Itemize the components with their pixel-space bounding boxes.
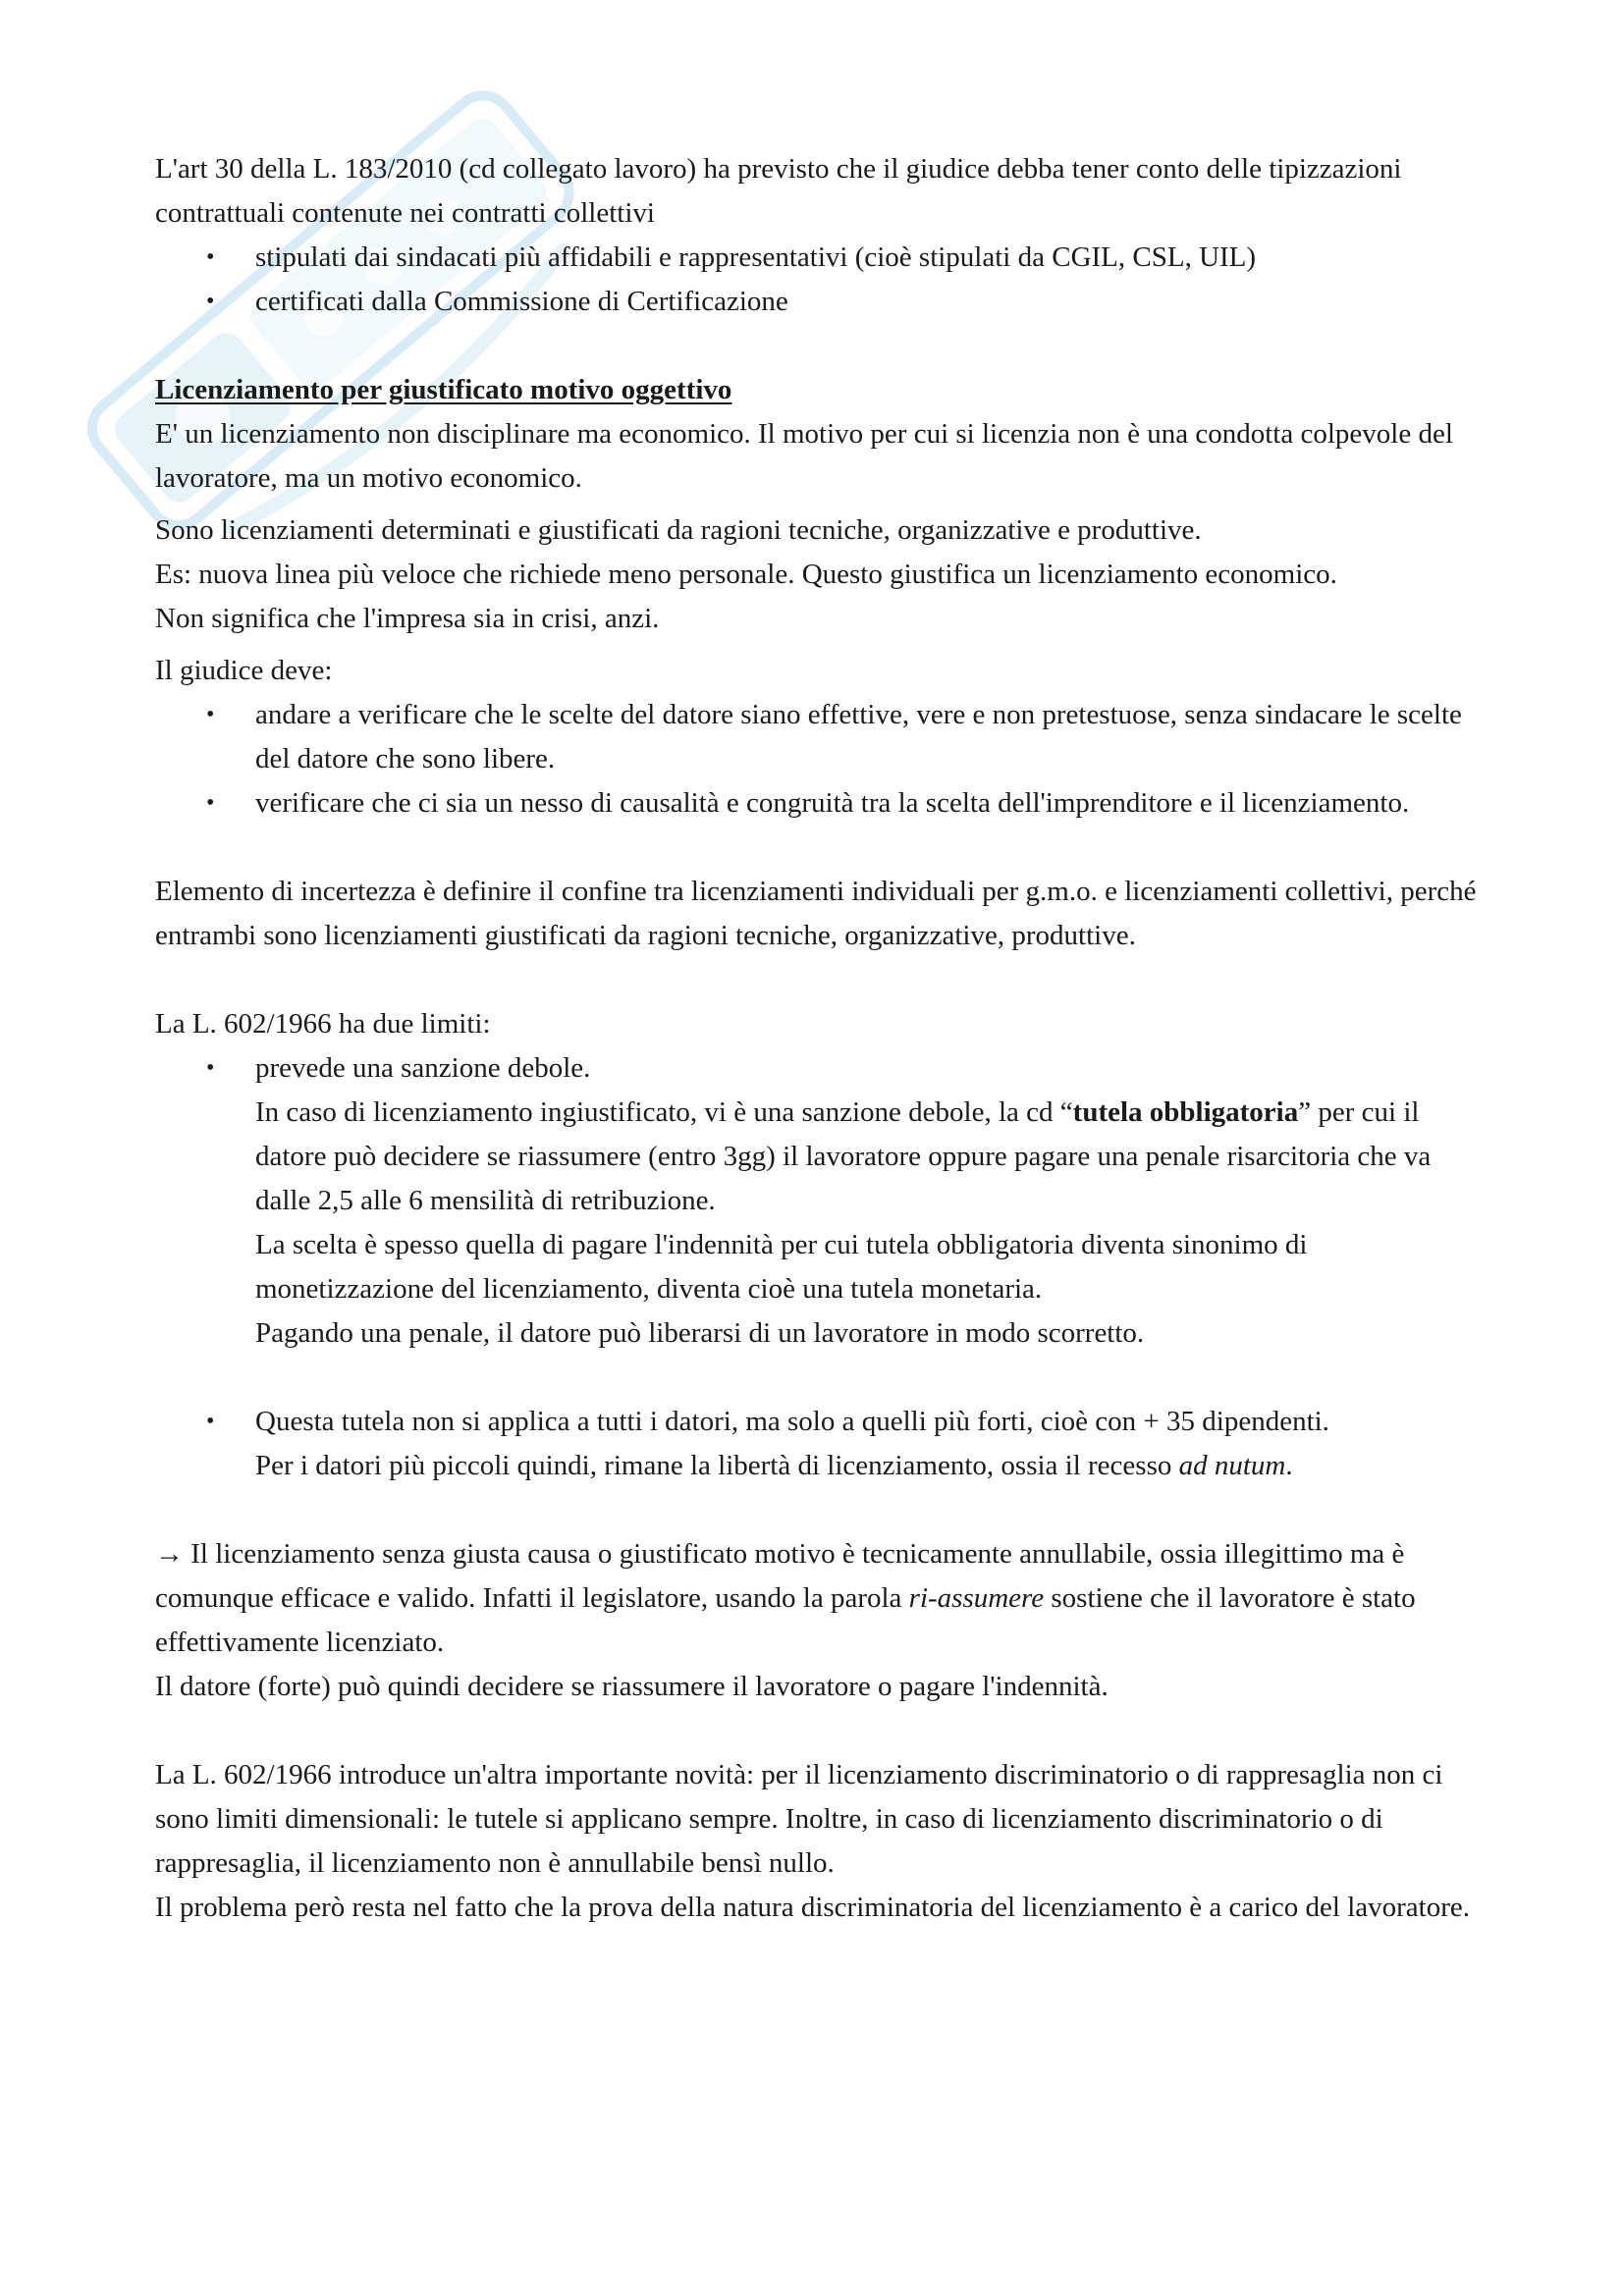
bullet-icon: • [206,244,215,270]
paragraph-datore-forte: Il datore (forte) può quindi decidere se riassumere il lavoratore o pagare l'indennità. [155,1671,1109,1702]
paragraph-ragioni: Sono licenziamenti determinati e giustificati da ragioni tecniche, organizzative e produttive. [155,514,1202,546]
paragraph-limiti: La L. 602/1966 ha due limiti: [155,1008,491,1040]
bullet-icon: • [206,702,215,727]
document-page [155,147,1490,1930]
list-item: • prevede una sanzione debole. In caso di licenziamento ingiustificato, vi è una sanzione debole, la cd “tutela obbligatoria” per cui il datore può decidere se riassumere (entro 3gg) il lavoratore oppure pagare una penale risarcitoria che va dalle 2,5 alle 6 mensilità di retribuzione. La scelta è spesso quella di pagare l'indennità per cui tutela obbligatoria diventa sinonimo di monetizzazione del licenziamento, diventa cioè una tutela monetaria. Pagando una penale, il datore può liberarsi di un lavoratore in modo scorretto. [155,1046,1490,1356]
paragraph-novita: La L. 602/1966 introduce un'altra importante novità: per il licenziamento discriminatorio o di rappresaglia non ci sono limiti dimensionali: le tutele si applicano sempre. Inoltre, in caso di licenziamento discriminatorio o di rappresaglia, il licenziamento non è annullabile bensì nullo. [155,1759,1443,1879]
paragraph-giudice: Il giudice deve: [155,655,333,686]
list-item: • stipulati dai sindacati più affidabili e rappresentativi (cioè stipulati da CGIL, CSL, UIL) [155,236,1490,280]
bullet-icon: • [206,1055,215,1081]
list-giudice [155,693,1490,826]
paragraph-crisi: Non significa che l'impresa sia in crisi, anzi. [155,603,660,634]
paragraph-intro: L'art 30 della L. 183/2010 (cd collegato lavoro) ha previsto che il giudice debba tener conto delle tipizzazioni contrattuali contenute nei contratti collettivi [155,153,1402,229]
list-item: • andare a verificare che le scelte del datore siano effettive, vere e non pretestuose, senza sindacare le scelte del datore che sono libere. [155,693,1490,781]
paragraph-prova: Il problema però resta nel fatto che la prova della natura discriminatoria del licenziamento è a carico del lavoratore. [155,1892,1471,1923]
tutela-obbligatoria-text: In caso di licenziamento ingiustificato, vi è una sanzione debole, la cd “tutela obbligatoria” per cui il datore può decidere se riassumere (entro 3gg) il lavoratore oppure pagare una penale risarcitoria che va dalle 2,5 alle 6 mensilità di retribuzione. [255,1096,1432,1216]
bullet-icon: • [206,790,215,816]
list-item: • Questa tutela non si applica a tutti i datori, ma solo a quelli più forti, cioè con + 35 dipendenti. Per i datori più piccoli quindi, rimane la libertà di licenziamento, ossia il recesso ad nutum. [155,1400,1490,1488]
paragraph-annullabile: → Il licenziamento senza giusta causa o giustificato motivo è tecnicamente annullabile, ossia illegittimo ma è comunque efficace e valido. Infatti il legislatore, usando la parola ri-assumere sostiene che il lavoratore è stato effettivamente licenziato. [155,1538,1416,1658]
list-limiti [155,1046,1490,1488]
section-heading-gmo: Licenziamento per giustificato motivo oggettivo [155,374,732,405]
paragraph-incertezza: Elemento di incertezza è definire il confine tra licenziamenti individuali per g.m.o. e licenziamenti collettivi, perché entrambi sono licenziamenti giustificati da ragioni tecniche, organizzative, produttive. [155,876,1477,951]
list-contratti [155,236,1490,324]
bullet-icon: • [206,289,215,314]
list-item: • verificare che ci sia un nesso di causalità e congruità tra la scelta dell'imprenditore e il licenziamento. [155,781,1490,826]
ad-nutum-text: Per i datori più piccoli quindi, rimane la libertà di licenziamento, ossia il recesso ad nutum. [255,1450,1293,1481]
list-item: • certificati dalla Commissione di Certificazione [155,280,1490,324]
paragraph-definition: E' un licenziamento non disciplinare ma economico. Il motivo per cui si licenzia non è una condotta colpevole del lavoratore, ma un motivo economico. [155,418,1453,494]
bullet-icon: • [206,1409,215,1434]
paragraph-esempio: Es: nuova linea più veloce che richiede meno personale. Questo giustifica un licenziamento economico. [155,559,1337,590]
